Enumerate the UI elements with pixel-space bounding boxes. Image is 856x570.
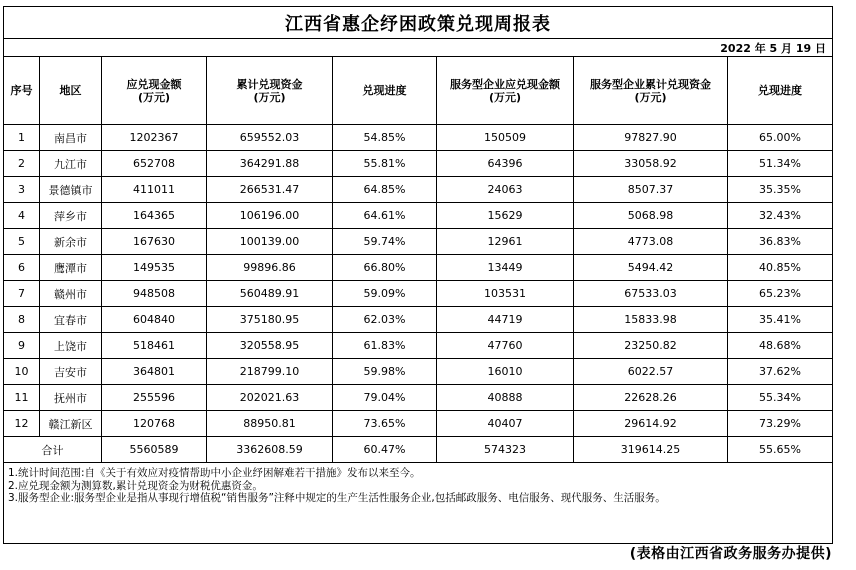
cell-progress: 64.85% <box>333 177 437 203</box>
cell-seq: 12 <box>4 411 40 437</box>
cell-service-progress: 65.00% <box>728 125 833 151</box>
cell-service-due: 16010 <box>437 359 574 385</box>
cell-progress: 61.83% <box>333 333 437 359</box>
cell-region: 赣江新区 <box>40 411 102 437</box>
cell-region: 吉安市 <box>40 359 102 385</box>
source-footer: (表格由江西省政务服务办提供) <box>629 546 832 562</box>
header-cumulative: 累计兑现资金 (万元) <box>207 57 333 125</box>
cell-seq: 8 <box>4 307 40 333</box>
header-region: 地区 <box>40 57 102 125</box>
cell-region: 南昌市 <box>40 125 102 151</box>
table-row <box>4 177 833 203</box>
cell-due-amount: 1202367 <box>102 125 207 151</box>
cell-service-progress: 48.68% <box>728 333 833 359</box>
cell-progress: 62.03% <box>333 307 437 333</box>
note-1: 1.统计时间范围:自《关于有效应对疫情帮助中小企业纾困解难若干措施》发布以来至今。 <box>8 467 421 479</box>
total-row <box>4 437 833 463</box>
table-row <box>4 333 833 359</box>
cell-seq: 10 <box>4 359 40 385</box>
table-row <box>4 151 833 177</box>
cell-cumulative: 364291.88 <box>207 151 333 177</box>
cell-due-amount: 120768 <box>102 411 207 437</box>
cell-cumulative: 560489.91 <box>207 281 333 307</box>
cell-service-due: 13449 <box>437 255 574 281</box>
cell-progress: 79.04% <box>333 385 437 411</box>
cell-service-cumulative: 67533.03 <box>574 281 728 307</box>
cell-region: 景德镇市 <box>40 177 102 203</box>
cell-service-progress: 73.29% <box>728 411 833 437</box>
cell-service-cumulative: 15833.98 <box>574 307 728 333</box>
cell-progress: 64.61% <box>333 203 437 229</box>
report-sheet <box>3 6 832 544</box>
cell-due-amount: 948508 <box>102 281 207 307</box>
cell-cumulative: 218799.10 <box>207 359 333 385</box>
cell-seq: 9 <box>4 333 40 359</box>
cell-seq: 3 <box>4 177 40 203</box>
header-due-amount: 应兑现金额 (万元) <box>102 57 207 125</box>
cell-service-progress: 36.83% <box>728 229 833 255</box>
cell-region: 新余市 <box>40 229 102 255</box>
cell-region: 赣州市 <box>40 281 102 307</box>
total-service-progress: 55.65% <box>728 437 833 463</box>
cell-service-cumulative: 33058.92 <box>574 151 728 177</box>
note-3: 3.服务型企业:服务型企业是指从事现行增值税“销售服务”注释中规定的生产生活性服务企业,包括邮政服务、电信服务、现代服务、生活服务。 <box>8 492 666 504</box>
cell-seq: 2 <box>4 151 40 177</box>
cell-service-due: 47760 <box>437 333 574 359</box>
cell-service-due: 44719 <box>437 307 574 333</box>
cell-progress: 59.98% <box>333 359 437 385</box>
cell-region: 宜春市 <box>40 307 102 333</box>
cell-due-amount: 164365 <box>102 203 207 229</box>
total-label: 合计 <box>4 437 102 463</box>
cell-cumulative: 659552.03 <box>207 125 333 151</box>
cell-due-amount: 364801 <box>102 359 207 385</box>
total-service-due: 574323 <box>437 437 574 463</box>
header-seq: 序号 <box>4 57 40 125</box>
cell-region: 萍乡市 <box>40 203 102 229</box>
cell-progress: 54.85% <box>333 125 437 151</box>
header-row <box>4 57 833 125</box>
cell-service-progress: 40.85% <box>728 255 833 281</box>
cell-cumulative: 375180.95 <box>207 307 333 333</box>
cell-due-amount: 411011 <box>102 177 207 203</box>
cell-due-amount: 255596 <box>102 385 207 411</box>
cell-seq: 5 <box>4 229 40 255</box>
cell-service-due: 12961 <box>437 229 574 255</box>
cell-service-progress: 51.34% <box>728 151 833 177</box>
cell-seq: 11 <box>4 385 40 411</box>
cell-service-due: 103531 <box>437 281 574 307</box>
cell-service-progress: 32.43% <box>728 203 833 229</box>
cell-due-amount: 652708 <box>102 151 207 177</box>
report-title: 江西省惠企纾困政策兑现周报表 <box>4 7 833 39</box>
header-progress: 兑现进度 <box>333 57 437 125</box>
total-progress: 60.47% <box>333 437 437 463</box>
header-service-cumulative: 服务型企业累计兑现资金 (万元) <box>574 57 728 125</box>
cell-service-progress: 35.41% <box>728 307 833 333</box>
cell-service-progress: 55.34% <box>728 385 833 411</box>
cell-cumulative: 202021.63 <box>207 385 333 411</box>
total-service-cumulative: 319614.25 <box>574 437 728 463</box>
cell-service-cumulative: 29614.92 <box>574 411 728 437</box>
cell-cumulative: 88950.81 <box>207 411 333 437</box>
cell-cumulative: 106196.00 <box>207 203 333 229</box>
cell-progress: 59.74% <box>333 229 437 255</box>
table-row <box>4 359 833 385</box>
header-service-due: 服务型企业应兑现金额 (万元) <box>437 57 574 125</box>
table-row <box>4 385 833 411</box>
cell-service-due: 64396 <box>437 151 574 177</box>
cell-seq: 4 <box>4 203 40 229</box>
total-cumulative: 3362608.59 <box>207 437 333 463</box>
cell-service-progress: 35.35% <box>728 177 833 203</box>
cell-service-cumulative: 8507.37 <box>574 177 728 203</box>
cell-due-amount: 149535 <box>102 255 207 281</box>
cell-due-amount: 604840 <box>102 307 207 333</box>
cell-seq: 7 <box>4 281 40 307</box>
report-table <box>3 6 833 544</box>
cell-cumulative: 266531.47 <box>207 177 333 203</box>
header-service-progress: 兑现进度 <box>728 57 833 125</box>
cell-cumulative: 99896.86 <box>207 255 333 281</box>
table-row <box>4 281 833 307</box>
cell-cumulative: 100139.00 <box>207 229 333 255</box>
cell-due-amount: 167630 <box>102 229 207 255</box>
cell-region: 上饶市 <box>40 333 102 359</box>
cell-region: 抚州市 <box>40 385 102 411</box>
table-row <box>4 307 833 333</box>
table-row <box>4 411 833 437</box>
table-row <box>4 125 833 151</box>
cell-seq: 6 <box>4 255 40 281</box>
cell-service-cumulative: 6022.57 <box>574 359 728 385</box>
cell-cumulative: 320558.95 <box>207 333 333 359</box>
cell-service-cumulative: 4773.08 <box>574 229 728 255</box>
cell-service-cumulative: 22628.26 <box>574 385 728 411</box>
cell-progress: 66.80% <box>333 255 437 281</box>
cell-service-due: 40888 <box>437 385 574 411</box>
cell-region: 鹰潭市 <box>40 255 102 281</box>
note-2: 2.应兑现金额为测算数,累计兑现资金为财税优惠资金。 <box>8 479 263 492</box>
cell-service-due: 24063 <box>437 177 574 203</box>
cell-progress: 59.09% <box>333 281 437 307</box>
table-row <box>4 203 833 229</box>
cell-service-progress: 65.23% <box>728 281 833 307</box>
cell-service-cumulative: 5068.98 <box>574 203 728 229</box>
cell-service-due: 15629 <box>437 203 574 229</box>
notes-cell <box>4 463 833 544</box>
cell-region: 九江市 <box>40 151 102 177</box>
cell-service-progress: 37.62% <box>728 359 833 385</box>
cell-progress: 55.81% <box>333 151 437 177</box>
table-row <box>4 255 833 281</box>
cell-due-amount: 518461 <box>102 333 207 359</box>
cell-service-cumulative: 97827.90 <box>574 125 728 151</box>
cell-progress: 73.65% <box>333 411 437 437</box>
cell-seq: 1 <box>4 125 40 151</box>
cell-service-cumulative: 5494.42 <box>574 255 728 281</box>
total-due: 5560589 <box>102 437 207 463</box>
cell-service-due: 150509 <box>437 125 574 151</box>
cell-service-cumulative: 23250.82 <box>574 333 728 359</box>
table-row <box>4 229 833 255</box>
cell-service-due: 40407 <box>437 411 574 437</box>
report-date: 2022 年 5 月 19 日 <box>4 39 833 57</box>
